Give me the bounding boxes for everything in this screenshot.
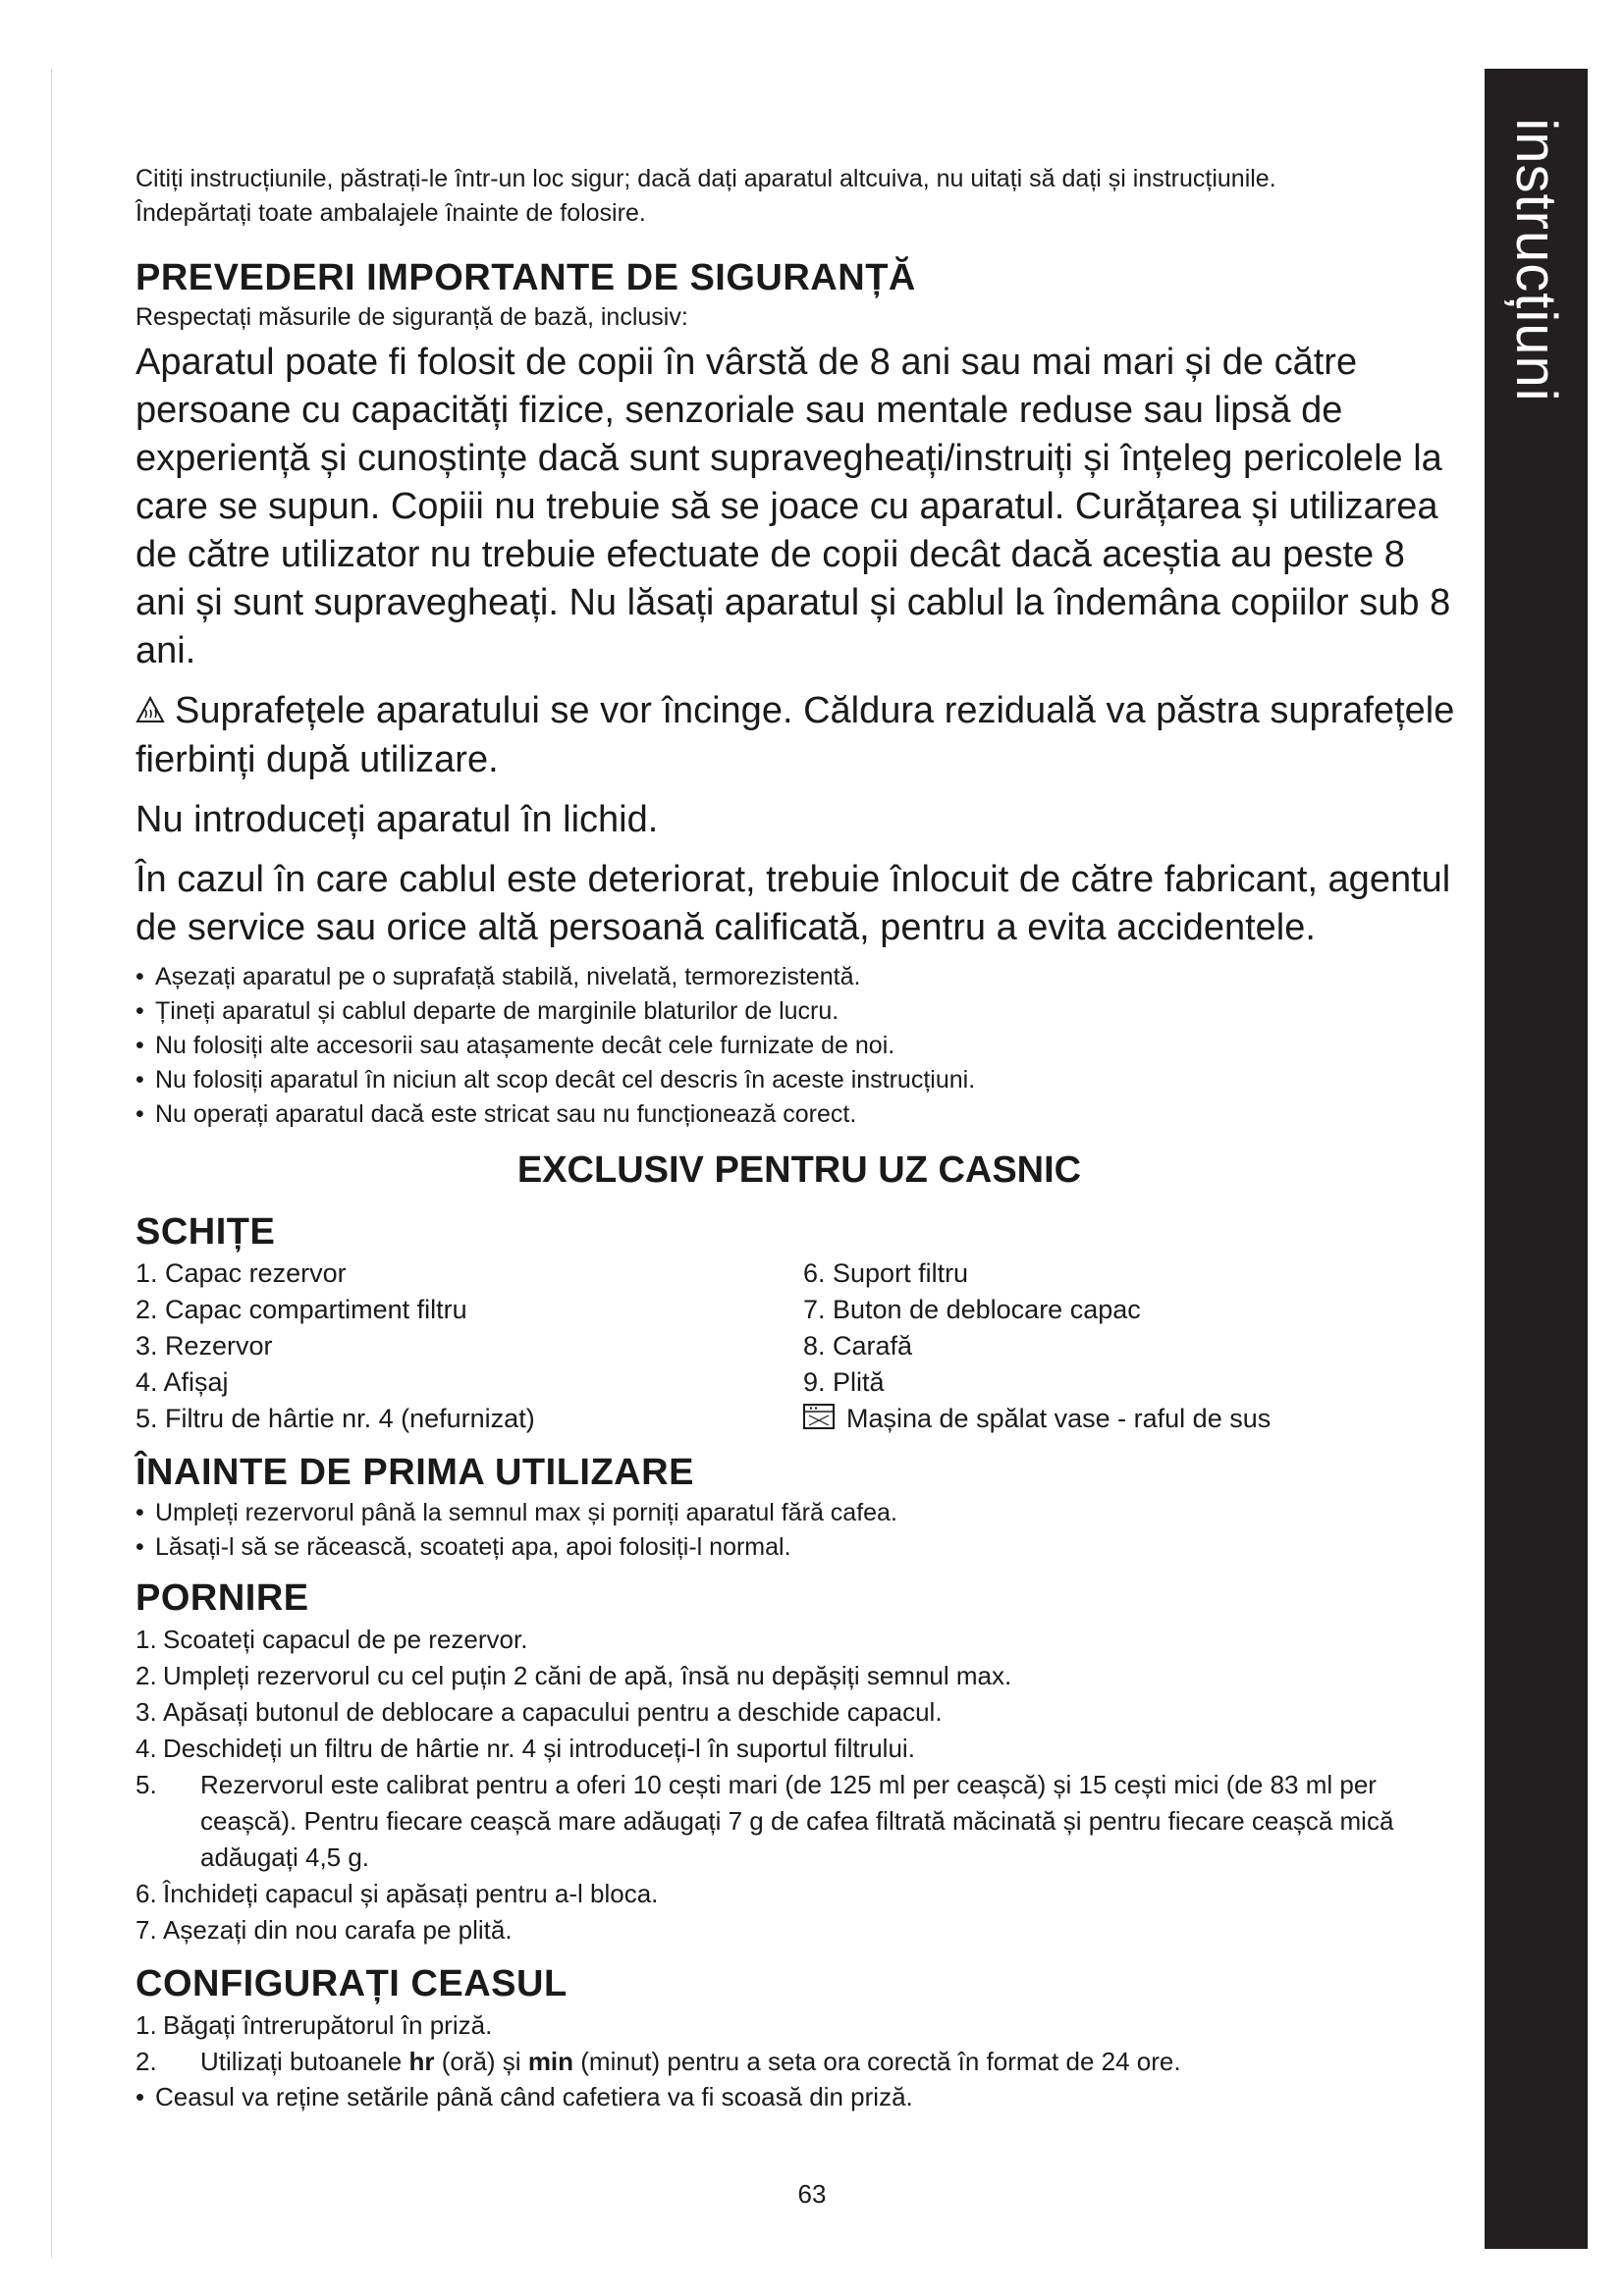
list-item xyxy=(135,1694,1463,1731)
list-item xyxy=(135,1622,1463,1658)
list-item: • Nu folosiți alte accesorii sau atașamente decât cele furnizate de noi. xyxy=(135,1029,1463,1063)
parts-right-column xyxy=(803,1255,1463,1438)
list-item: 3. Rezervor xyxy=(135,1331,273,1362)
parts-left-column xyxy=(135,1255,803,1438)
safety-title: PREVEDERI IMPORTANTE DE SIGURANȚĂ xyxy=(135,257,916,298)
list-item xyxy=(135,1767,1463,1876)
step-text: Băgați întrerupătorul în priză. xyxy=(163,2009,493,2040)
step-text: Deschideți un filtru de hârtie nr. 4 și introduceți-l în suportul filtrului. xyxy=(163,1733,915,1763)
step-number: 5. xyxy=(135,1769,157,1799)
household-use-heading: EXCLUSIV PENTRU UZ CASNIC xyxy=(516,1149,1082,1192)
clock-steps xyxy=(135,2007,1463,2080)
side-tab-label: instrucțiuni xyxy=(1504,118,1568,402)
clock-bullets xyxy=(135,2080,1463,2114)
parts-list xyxy=(135,1255,1463,1438)
list-item: 4. Afișaj xyxy=(135,1367,229,1398)
list-item: • Lăsați-l să se răcească, scoateți apa, apoi folosiți-l normal. xyxy=(135,1530,1463,1565)
start-steps xyxy=(135,1622,1463,1949)
intro-line-1: Citiți instrucțiunile, păstrați-le într-un loc sigur; dacă dați aparatul altcuiva, nu uitați să dați și instrucțiunile. xyxy=(135,165,1276,192)
list-item: • Nu folosiți aparatul în niciun alt scop decât cel descris în aceste instrucțiuni. xyxy=(135,1063,1463,1097)
page-number: 63 xyxy=(797,2179,827,2209)
page-margin-line xyxy=(51,69,52,2258)
list-item: • Ceasul va reține setările până când cafetiera va fi scoasă din priză. xyxy=(135,2080,1463,2114)
safety-para-2 xyxy=(135,687,1463,784)
list-item: 5. Filtru de hârtie nr. 4 (nefurnizat) xyxy=(135,1404,535,1434)
list-item xyxy=(135,1731,1463,1767)
before-first-use-bullets xyxy=(135,1496,1463,1565)
safety-para-1: Aparatul poate fi folosit de copii în vârstă de 8 ani sau mai mari și de către persoane cu capacități fizice, senzoriale sau mentale reduse sau lipsă de experiență și cunoștințe dacă sunt supravegheați/instruiți și înțeleg pericolele la care se supun. Copiii nu trebuie să se joace cu aparatul. Curățarea și utilizarea de către utilizator nu trebuie efectuate de copii decât dacă aceștia au peste 8 ani și sunt supravegheați. Nu lăsați aparatul și cablul la îndemâna copiilor sub 8 ani. xyxy=(135,342,1451,671)
step-text-part: (minut) pentru a seta ora corectă în format de 24 ore. xyxy=(573,2046,1181,2076)
step-text-part: (oră) și xyxy=(434,2046,528,2076)
step-text: Umpleți rezervorul cu cel puțin 2 căni de apă, însă nu depășiți semnul max. xyxy=(163,1660,1012,1690)
step-text: Apăsați butonul de deblocare a capacului pentru a deschide capacul. xyxy=(163,1696,943,1727)
safety-para-4: În cazul în care cablul este deteriorat, trebuie înlocuit de către fabricant, agentul de service sau orice altă persoană calificată, pentru a evita accidentele. xyxy=(135,859,1451,949)
list-item xyxy=(135,1912,1463,1949)
safety-para-2-text: Suprafețele aparatului se vor încinge. Căldura reziduală va păstra suprafețele fierbinți după utilizare. xyxy=(135,690,1455,781)
step-number: 2. xyxy=(135,1660,157,1690)
step-number: 6. xyxy=(135,1878,157,1908)
step-text: Rezervorul este calibrat pentru a oferi 10 cești mari (de 125 ml per ceașcă) și 15 cești mici (de 83 ml per ceașcă). Pentru fiecare ceașcă mare adăugați 7 g de cafea filtrată măcinată și pentru fiecare ceașcă mică adăugați 4,5 g. xyxy=(200,1769,1394,1872)
list-item xyxy=(135,1658,1463,1694)
min-button-label: min xyxy=(527,2046,574,2076)
list-item: 7. Buton de deblocare capac xyxy=(803,1295,1141,1325)
clock-title: CONFIGURAȚI CEASUL xyxy=(135,1962,568,2004)
side-tab xyxy=(1485,69,1588,2249)
step-number: 4. xyxy=(135,1733,157,1763)
intro-line-2: Îndepărtați toate ambalajele înainte de folosire. xyxy=(135,199,646,227)
list-item xyxy=(135,2044,1463,2080)
step-number: 3. xyxy=(135,1696,157,1727)
list-item xyxy=(135,2007,1463,2044)
parts-title: SCHIȚE xyxy=(135,1211,276,1254)
list-item: • Așezați aparatul pe o suprafață stabilă, nivelată, termorezistentă. xyxy=(135,960,1463,994)
step-text xyxy=(200,2044,1181,2080)
step-number: 1. xyxy=(135,1624,157,1654)
page-content xyxy=(135,162,1463,2114)
list-item: 8. Carafă xyxy=(803,1331,913,1362)
list-item: 6. Suport filtru xyxy=(803,1258,969,1289)
step-text: Așezați din nou carafa pe plită. xyxy=(163,1914,513,1945)
step-text: Scoateți capacul de pe rezervor. xyxy=(163,1624,528,1654)
list-item: 2. Capac compartiment filtru xyxy=(135,1295,467,1325)
dishwasher-note-text: Mașina de spălat vase - raful de sus xyxy=(846,1404,1272,1434)
list-item xyxy=(135,1876,1463,1912)
dishwasher-note xyxy=(803,1401,1463,1438)
step-number: 7. xyxy=(135,1914,157,1945)
list-item: • Țineți aparatul și cablul departe de marginile blaturilor de lucru. xyxy=(135,994,1463,1029)
safety-para-3: Nu introduceți aparatul în lichid. xyxy=(135,799,659,841)
step-number: 2. xyxy=(135,2046,157,2076)
dishwasher-icon xyxy=(803,1403,835,1439)
list-item: 1. Capac rezervor xyxy=(135,1258,347,1289)
step-text: Închideți capacul și apăsați pentru a-l bloca. xyxy=(163,1878,659,1908)
before-first-use-title: ÎNAINTE DE PRIMA UTILIZARE xyxy=(135,1451,694,1493)
safety-bullets xyxy=(135,960,1463,1132)
list-item: 9. Plită xyxy=(803,1367,885,1398)
list-item: • Nu operați aparatul dacă este stricat sau nu funcționează corect. xyxy=(135,1097,1463,1132)
start-title: PORNIRE xyxy=(135,1576,309,1619)
hr-button-label: hr xyxy=(408,2046,435,2076)
list-item: • Umpleți rezervorul până la semnul max și porniți aparatul fără cafea. xyxy=(135,1496,1463,1530)
step-number: 1. xyxy=(135,2009,157,2040)
hot-surface-warning-icon xyxy=(135,688,165,736)
step-text-part: Utilizați butoanele xyxy=(200,2046,409,2076)
safety-subtitle: Respectați măsurile de siguranță de bază, inclusiv: xyxy=(135,303,688,331)
